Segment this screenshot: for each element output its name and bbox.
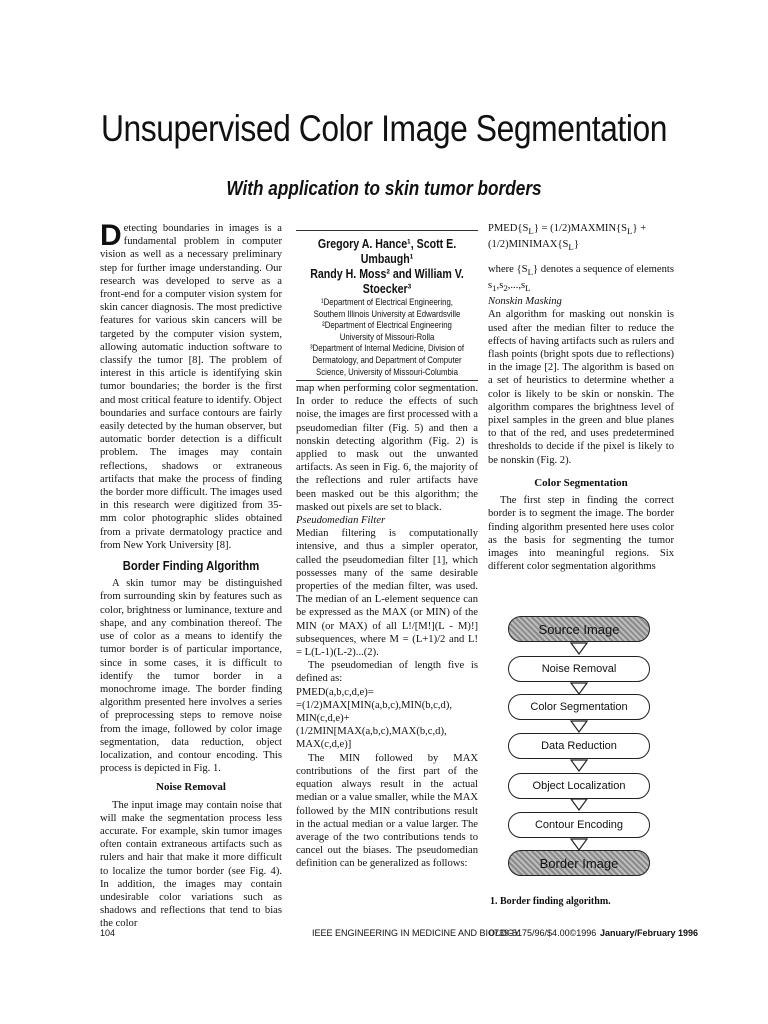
diagram-box-contour-encoding: Contour Encoding (508, 812, 650, 838)
page-number: 104 (100, 928, 116, 938)
color-segmentation-paragraph: The first step in finding the correct border is to segment the image. The border finding algorithm presented here uses color as the basis for segmenting the tumor images into meaningful regions. Six different color segmentation algorithms (488, 495, 674, 573)
down-arrow-icon (570, 642, 588, 655)
author-bottom-rule (296, 380, 478, 381)
column-left (100, 219, 282, 931)
author-names-line2: Randy H. Moss² and William V. Stoecker³ (310, 267, 464, 296)
equation-line-3: MIN(c,d,e)+ (296, 713, 350, 725)
journal-name: IEEE ENGINEERING IN MEDICINE AND BIOLOGY (312, 928, 521, 938)
author-names-line1: Gregory A. Hance¹, Scott E. Umbaugh¹ (317, 237, 457, 266)
affiliation-2: ²Department of Electrical Engineering University of Missouri-Rolla (322, 320, 452, 342)
diagram-box-noise-removal: Noise Removal (508, 656, 650, 682)
issn-code: 0739-5175/96/$4.00©1996 (489, 928, 597, 938)
figure-caption: 1. Border finding algorithm. (490, 896, 611, 907)
noise-continued-paragraph: map when performing color segmentation. In order to reduce the effects of such noise, the images are first processed with a pseudomedian filter (Fig. 5) and then a nonskin detecting algorithm (Fig. 2) is applied to mask out the unwanted artifacts. As seen in Fig. 6, the majority of the reflections and ruler artifacts have been masked out be this algorithm; the masked out pixels are set to black. (296, 383, 478, 513)
equation-line-4: (1/2MIN[MAX(a,b,c),MAX(b,c,d), (296, 726, 447, 738)
section-heading-border-finding: Border Finding Algorithm (122, 559, 260, 574)
pseudomedian-length-paragraph: The pseudomedian of length five is defined as: (296, 660, 478, 685)
drop-cap: D (100, 219, 122, 252)
section-heading-color-segmentation: Color Segmentation (534, 476, 628, 489)
diagram-box-color-segmentation: Color Segmentation (508, 694, 650, 720)
border-finding-diagram (500, 612, 670, 890)
general-equation-line-2: $(1/2)MINIMAX\{S_L\}$ (488, 239, 579, 253)
diagram-box-border-image: Border Image (508, 850, 650, 876)
pseudomedian-paragraph: Median filtering is computationally intensive, and thus a simpler operator, called the pseudomedian filter [1], which possesses many of the same desirable properties of the median filter, was used. The median of an L-element sequence can be expressed as the MAX (or MIN) of the MIN (or MAX) of all L!/[M!](L - M)!] subsequences, where M = (L+1)/2 and L! = L(L-1)(L-2)...(2). (296, 528, 478, 659)
min-max-paragraph: The MIN followed by MAX contributions of the first part of the equation always result in the actual median or a value smaller, while the MAX followed by the MIN contributions result in the actual median or a value larger. The average of the two contributions tends to cancel out the biases. The pseudomedian definition can be generalized as follows: (296, 752, 478, 870)
general-equation-line-1: $PMED\{S_L\}$ = $(1/2)MAXMIN\{S_L\}$ + (488, 223, 647, 237)
subheading-pseudomedian-filter: Pseudomedian Filter (296, 515, 386, 527)
equation-line-1: PMED(a,b,c,d,e)= (296, 686, 374, 698)
intro-text: etecting boundaries in images is a fundamental problem in computer vision as well as a necessary preliminary step for further image understanding. Our research was developed to serve as a front-end for a computer vision system for skin cancer diagnosis. The most predictive features for various skin cancers will be targeted by the computer vision system, allowing automatic induction software to classify the tumor [8]. The problem of interest in this article is identifying skin tumor boundaries; the border is the first and most critical feature to identify. Object boundaries and surface contours are fairly easily detected by the human observer, but automatic border detection is a difficult problem. The images may contain reflections, shadows or extraneous artifacts that make the process of finding the border more difficult. The images used in this research were digitized from 35-mm color photographic slides obtained from a private dermatology practice and from New York University [8]. (100, 223, 282, 551)
noise-removal-paragraph: The input image may contain noise that will make the segmentation process less accurate. For example, skin tumor images often contain extraneous artifacts such as rulers and hair that make it more difficult to localize the tumor border (see Fig. 4). In addition, the images may contain undesirable color variations such as shadows and reflections that tend to bias the color (100, 799, 282, 930)
issue-date: January/February 1996 (600, 928, 699, 938)
down-arrow-icon (570, 759, 588, 772)
diagram-box-source-image: Source Image (508, 616, 650, 642)
author-top-rule (296, 230, 478, 231)
diagram-box-object-localization: Object Localization (508, 773, 650, 799)
down-arrow-icon (570, 720, 588, 733)
column-right (488, 222, 674, 573)
nonskin-paragraph: An algorithm for masking out nonskin is used after the median filter to reduce the effects of having artifacts such as rulers and flash points (bright spots due to reflections) in the image [2]. The algorithm is based on a set of heuristics to determine whether a color is likely to be skin or nonskin. The algorithm compares the brightness level of pixel samples in the green and blue planes to that of the red, and uses predetermined thresholds to decide if the pixel is likely to be nonskin (Fig. 2). (488, 309, 675, 466)
column-middle (296, 382, 478, 871)
subheading-nonskin-masking: Nonskin Masking (488, 296, 562, 308)
article-title: Unsupervised Color Image Segmentation (100, 108, 668, 149)
section-heading-noise-removal: Noise Removal (156, 781, 226, 794)
author-block (290, 237, 484, 378)
intro-paragraph (100, 219, 282, 552)
down-arrow-icon (570, 798, 588, 811)
affiliation-3: ³Department of Internal Medicine, Division of Dermatology, and Department of Computer Science, University of Missouri-Columbia (309, 343, 465, 377)
article-subtitle: With application to skin tumor borders (226, 178, 542, 200)
border-finding-paragraph: A skin tumor may be distinguished from surrounding skin by features such as color, brightness or luminance, texture and shape, and any combination thereof. The use of color as a means to identify the tumor border is of particular importance, since in some cases, it is difficult to identify the tumor border in a monochrome image. The border finding algorithm presented here involves a series of preprocessing steps to remove noise from the image, followed by color image segmentation, data reduction, object localization, and contour encoding. This process is depicted in Fig. 1. (100, 578, 282, 775)
equation-line-2: =(1/2)MAX[MIN(a,b,c),MIN(b,c,d), (296, 699, 453, 711)
equation-line-5: MAX(c,d,e)] (296, 739, 352, 751)
diagram-box-data-reduction: Data Reduction (508, 733, 650, 759)
sequence-definition: where $\{S_L\}$ denotes a sequence of elements $s_1,s_2,...,s_L$ (488, 263, 674, 294)
affiliation-1: ¹Department of Electrical Engineering, Southern Illinois University at Edwardsville (313, 297, 461, 319)
